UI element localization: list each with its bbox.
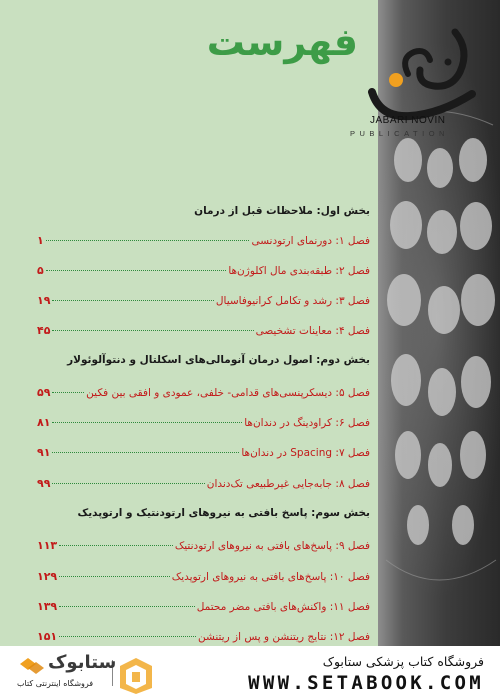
chapter-title: فصل ۱۱: واکنش‌های بافتی مضر محتمل (196, 601, 370, 613)
toc-chapter[interactable] (37, 416, 370, 436)
chapter-page: ۱۱۳ (37, 539, 58, 552)
leader-dots (46, 240, 250, 241)
chapter-page: ۸۱ (37, 416, 51, 429)
page-title: فهرست (206, 20, 358, 64)
publisher-tagline: PUBLICATION (350, 129, 449, 138)
toc-chapter[interactable] (37, 446, 370, 466)
section-title: بخش اول: ملاحظات قبل از درمان (194, 205, 370, 217)
chapter-title: فصل ۱۰: پاسخ‌های بافتی به نیروهای ارتوپدیک (171, 571, 370, 583)
chapter-title: فصل ۲: طبقه‌بندی مال اکلوژن‌ها (228, 265, 370, 277)
chapter-title: فصل ۶: کراودینگ در دندان‌ها (244, 417, 370, 429)
chapter-page: ۱ (37, 234, 44, 247)
section-title: بخش دوم: اصول درمان آنومالی‌های اسکلتال و دنتوآلوئولار (67, 354, 370, 366)
leader-dots (59, 545, 173, 546)
toc-chapter[interactable] (37, 324, 370, 344)
leader-dots (52, 330, 253, 331)
chapter-page: ۵۹ (37, 386, 51, 399)
leader-dots (59, 636, 196, 637)
chapter-title: فصل ۱: دورنمای ارتودنسی (251, 235, 370, 247)
leader-dots (59, 576, 170, 577)
chapter-title: فصل ۵: دیسکرپنسی‌های قدامی- خلفی، عمودی و افقی بین فکین (86, 387, 370, 399)
chapter-title: فصل ۹: پاسخ‌های بافتی به نیروهای ارتودنتیک (174, 540, 370, 552)
leader-dots (52, 483, 204, 484)
toc-chapter[interactable] (37, 630, 370, 646)
toc-section (37, 507, 370, 527)
toc-chapter[interactable] (37, 264, 370, 284)
chapter-page: ۱۳۹ (37, 600, 58, 613)
leader-dots (59, 606, 195, 607)
toc-chapter[interactable] (37, 386, 370, 406)
toc-chapter[interactable] (37, 600, 370, 620)
chapter-title: فصل ۴: معاینات تشخیصی (255, 325, 370, 337)
store-banner[interactable] (0, 646, 500, 700)
leader-dots (52, 392, 84, 393)
toc-chapter[interactable] (37, 234, 370, 254)
leader-dots (52, 452, 239, 453)
publisher-name: JABARI NOVIN (370, 115, 446, 126)
chapter-page: ۱۹ (37, 294, 51, 307)
chapter-title: فصل ۸: جابه‌جایی غیرطبیعی تک‌دندان (206, 478, 370, 490)
chapter-page: ۹۱ (37, 446, 51, 459)
leader-dots (52, 422, 242, 423)
toc-chapter[interactable] (37, 570, 370, 590)
store-name: فروشگاه کتاب پزشکی ستابوک (322, 654, 484, 669)
leader-dots (52, 300, 213, 301)
chapter-title: فصل ۷: Spacing در دندان‌ها (241, 447, 370, 459)
toc-section (37, 205, 370, 225)
chapter-title: فصل ۳: رشد و تکامل کرانیوفاسیال (215, 295, 370, 307)
store-url-link[interactable]: WWW.SETABOOK.COM (248, 672, 484, 694)
toc-section (37, 354, 370, 374)
chapter-title: فصل ۱۲: نتایج ریتنشن و پس از ریتنشن (197, 631, 370, 643)
section-title: بخش سوم: پاسخ بافتی به نیروهای ارتودنتیک و ارتوپدیک (77, 507, 370, 519)
store-logo-text: ستابوک (48, 652, 117, 673)
toc-chapter[interactable] (37, 539, 370, 559)
toc-chapter[interactable] (37, 477, 370, 497)
chapter-page: ۵ (37, 264, 44, 277)
leader-dots (46, 270, 227, 271)
chapter-page: ۹۹ (37, 477, 51, 490)
store-logo-subtitle: فروشگاه اینترنتی کتاب (17, 679, 94, 688)
chapter-page: ۱۵۱ (37, 630, 58, 643)
chapter-page: ۱۲۹ (37, 570, 58, 583)
chapter-page: ۴۵ (37, 324, 51, 337)
toc-chapter[interactable] (37, 294, 370, 314)
